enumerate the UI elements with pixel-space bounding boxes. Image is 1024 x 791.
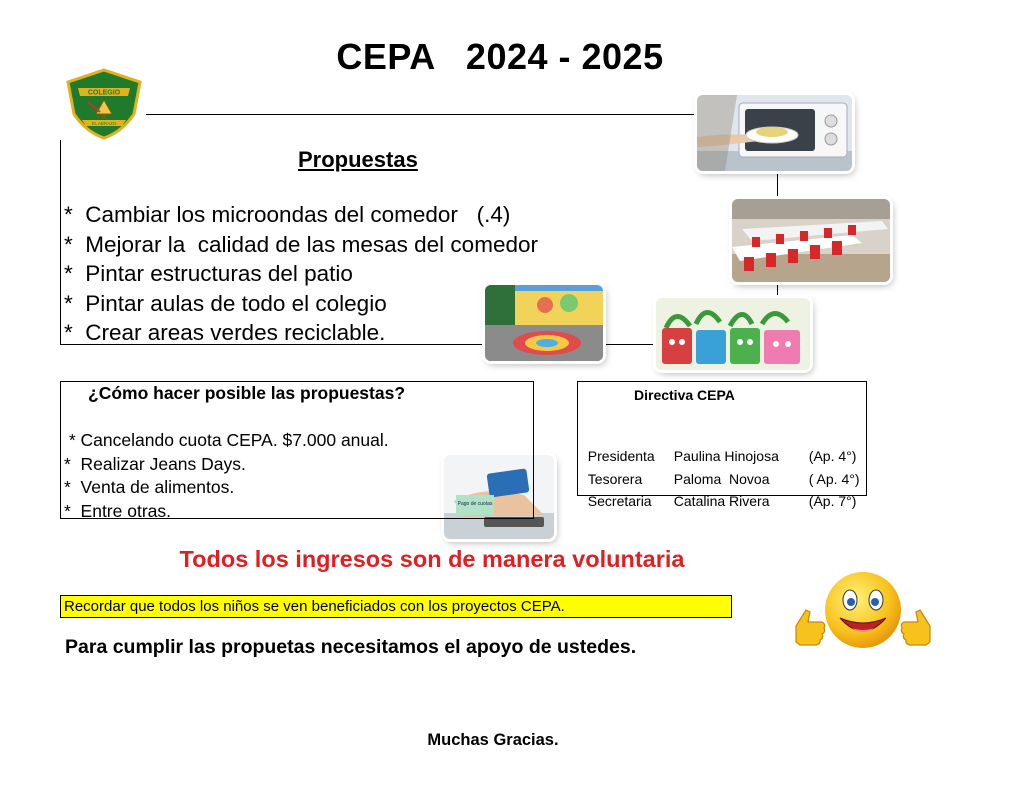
how-title: ¿Cómo hacer posible las propuestas? (88, 383, 406, 403)
divider-top (146, 114, 701, 115)
school-crest-icon (64, 68, 144, 140)
member-name: Paloma Novoa (673, 471, 770, 487)
reminder-banner: Recordar que todos los niños se ven beneficiados con los proyectos CEPA. (60, 595, 732, 618)
list-item: * Realizar Jeans Days. (64, 453, 246, 474)
voluntary-notice: Todos los ingresos son de manera voluntaria (179, 546, 685, 572)
member-role: Secretaria (587, 493, 652, 509)
member-role: Tesorera (587, 471, 643, 487)
member-name: Catalina Rivera (673, 493, 770, 509)
proposals-frame-left (60, 140, 61, 345)
logo-subtext: EL ABRAZO (91, 121, 117, 126)
list-item: * Pintar estructuras del patio (64, 261, 353, 286)
member-role: Presidenta (587, 448, 655, 464)
payment-card-label: Pago de cuotas (457, 501, 493, 507)
member-apartment: (Ap. 7°) (808, 493, 857, 509)
directiva-title: Directiva CEPA (634, 387, 735, 403)
dining-tables-photo (732, 199, 890, 282)
logo-text: COLEGIO (87, 89, 121, 97)
list-item: * Cambiar los microondas del comedor (.4) (64, 202, 511, 227)
thumbs-up-emoji-icon (792, 570, 934, 660)
support-message: Para cumplir las propuetas necesitamos el apoyo de ustedes. (65, 636, 637, 658)
how-list (64, 429, 389, 523)
proposals-list (64, 200, 538, 348)
microwave-photo (697, 95, 852, 171)
list-item: * Mejorar la calidad de las mesas del comedor (64, 231, 538, 257)
recycled-planters-photo (656, 298, 810, 370)
painted-patio-photo (485, 285, 603, 361)
list-item: * Venta de alimentos. (64, 477, 235, 497)
page-title: CEPA 2024 - 2025 (336, 36, 664, 77)
proposals-heading: Propuestas (298, 147, 418, 172)
directiva-row (580, 477, 856, 509)
member-apartment: ( Ap. 4°) (808, 471, 860, 487)
list-item: * Entre otras. (64, 500, 171, 521)
member-name: Paulina Hinojosa (673, 448, 779, 464)
member-apartment: (Ap. 4°) (808, 448, 857, 464)
list-item: * Cancelando cuota CEPA. $7.000 anual. (64, 430, 389, 450)
list-item: * Crear areas verdes reciclable. (64, 320, 386, 345)
list-item: * Pintar aulas de todo el colegio (64, 290, 387, 316)
thanks-footer: Muchas Gracias. (427, 731, 559, 749)
